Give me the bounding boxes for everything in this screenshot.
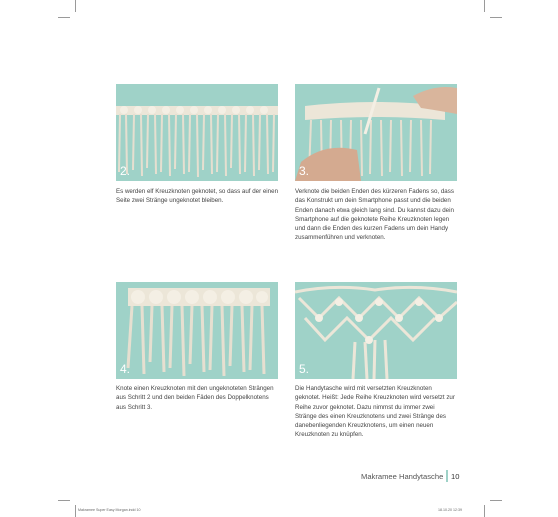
crop-mark-bottom-right-v (484, 505, 485, 517)
macrame-hands-illustration (295, 84, 457, 181)
macrame-row-illustration (116, 84, 278, 181)
step-4-caption: Knote einen Kreuzknoten mit den ungeknoteten Strängen aus Schritt 2 und den beiden Fäden des Doppelknotens aus Schritt 3. (116, 385, 274, 411)
print-slug-right: 18.10.20 12:39 (438, 508, 462, 512)
crop-mark-top-left-h (58, 17, 70, 18)
step-2-caption: Es werden elf Kreuzknoten geknotet, so dass auf der einen Seite zwei Stränge ungeknotet bleiben. (116, 188, 279, 205)
step-5-caption: Die Handytasche wird mit versetzten Kreuzknoten geknotet. Heißt: Jede Reihe Kreuzknoten wird versetzt zur Reihe zuvor geknotet. Dazu nimmst du immer zwei Stränge des einen Kreuzknotens und zwei Stränge des danebenliegenden Kreuzknotens, um einen neuen Kreuzknoten zu knüpfen. (295, 385, 455, 439)
step-3-photo (295, 84, 457, 181)
step-2-number: 2. (120, 164, 131, 178)
crop-mark-top-left-v (75, 0, 76, 12)
step-5-number: 5. (299, 362, 310, 376)
print-slug-left: Makramee Super Easy Morgan.indd 10 (78, 508, 141, 512)
crop-mark-bottom-right-h (490, 500, 502, 501)
macrame-net-illustration (295, 282, 457, 379)
step-3-caption: Verknote die beiden Enden des kürzeren Fadens so, dass das Konstrukt um dein Smartphone passt und die beiden Enden danach etwa gleich lang sind. Du kannst dazu dein Smartphone auf die geknotete Reihe Kreuzknoten legen und dann die Enden des kurzen Fadens um dein Handy zusammenführen und verknoten. (295, 188, 454, 242)
step-2-photo (116, 84, 278, 181)
macrame-row-closeup-illustration (116, 282, 278, 379)
footer-separator (446, 470, 448, 482)
crop-mark-bottom-left-v (75, 505, 76, 517)
step-3-number: 3. (299, 164, 310, 178)
step-4-number: 4. (120, 362, 131, 376)
crop-mark-bottom-left-h (58, 500, 70, 501)
running-footer-title: Makramee Handytasche (361, 472, 444, 481)
crop-mark-top-right-v (484, 0, 485, 12)
page-number: 10 (451, 472, 460, 481)
step-5-photo (295, 282, 457, 379)
crop-mark-top-right-h (490, 17, 502, 18)
step-4-photo (116, 282, 278, 379)
